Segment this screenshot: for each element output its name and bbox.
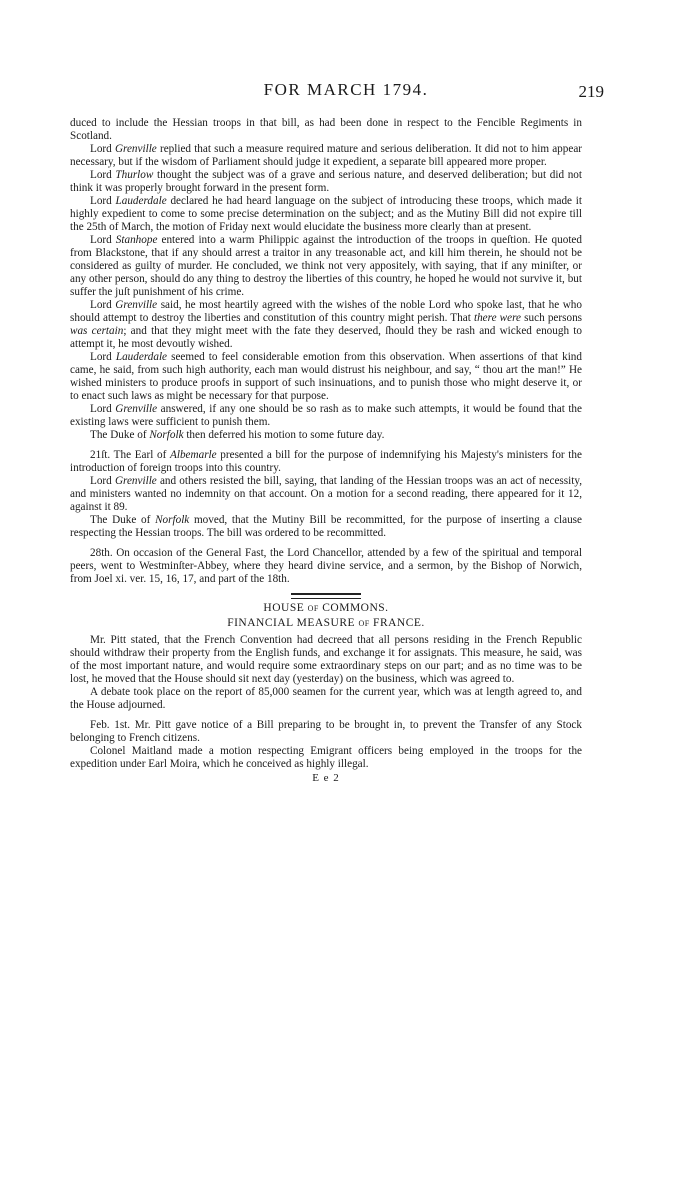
text-run: Feb. 1st. Mr. Pitt gave notice of a Bill preparing to be brought in, to prevent the Transfer of any Stock belonging to French citizens. [70,719,582,744]
paragraph [70,429,582,442]
house-heading [70,602,582,615]
house-heading-small: OF [307,604,319,613]
paragraph [70,169,582,195]
text-run: Lord [90,475,115,487]
paragraph [70,195,582,234]
house-heading-rest: COMMONS. [322,602,389,614]
italic-name: Thurlow [115,169,154,181]
text-run: Lord [90,195,116,207]
commons-section [70,634,582,771]
paragraph [70,475,582,514]
body-text [70,117,582,785]
text-run: entered into a warm Philippic against the introduction of the troops in queſtion. He quoted from Blackstone, that if any should arrest a traitor in any treasonable act, and kill him therein, he should not be considered as guilty of murder. He concluded, we think not very appositely, with saying, that if any miniſter, or any other person, should do any thing to destroy the liberties of this country, he hoped he would not survive it, but suffer the juſt punishment of his crime. [70,234,582,298]
signature-mark: E e 2 [312,772,340,784]
text-run: duced to include the Hessian troops in that bill, as had been done in respect to the Fencible Regiments in Scotland. [70,117,582,142]
italic-name: Albemarle [170,449,217,461]
italic-name: Stanhope [115,234,158,246]
text-run: Colonel Maitland made a motion respecting Emigrant officers being employed in the troops for the expedition under Earl Moira, which he conceived as highly illegal. [70,745,582,770]
text-run: Lord [90,234,116,246]
italic-name: Grenville [115,403,158,415]
text-run: Lord [90,299,116,311]
text-run: declared he had heard language on the subject of introducing these troops, which made it highly expedient to come to some precise determination on the subject; and as the Mutiny Bill did not expire till the 25th of March, the motion of Friday next would elucidate the business more clearly than at present. [70,195,582,233]
paragraph [70,514,582,540]
text-run: moved, that the Mutiny Bill be recommitted, for the purpose of inserting a clause respecting the Hessian troops. The bill was ordered to be recommitted. [70,514,582,539]
italic-name: Lauderdale [115,351,168,363]
text-run: Lord [90,351,116,363]
running-head: FOR MARCH 1794. [263,80,429,99]
text-run: replied that such a measure required mature and serious deliberation. It did not to him appear necessary, but if the wisdom of Parliament should judge it expedient, a separate bill appeared more proper. [70,143,583,168]
text-run: such persons [521,312,583,324]
page-header [0,80,692,106]
paragraph [70,299,582,351]
text-run: seemed to feel considerable emotion from this observation. When assertions of that kind came, he said, from such high authority, each man would distrust his neighbour, and say, “ thou art the man!” He wished ministers to produce proofs in support of such insinuations, and to punish those who might deserve it, or to enact such laws as might be necessary for that purpose. [70,351,582,402]
paragraph [70,449,582,475]
paragraph [70,403,582,429]
paragraph [70,143,582,169]
section-divider [291,593,361,599]
paragraph [70,686,582,712]
page-number: 219 [578,82,604,101]
paragraph [70,745,582,771]
text-run: then deferred his motion to some future day. [183,429,385,441]
text-run: 28th. On occasion of the General Fast, the Lord Chancellor, attended by a few of the spiritual and temporal peers, went to Westminſter-Abbey, where they heard divine service, and a sermon, by the Bishop of Norwich, from Joel xi. ver. 15, 16, 17, and part of the 18th. [70,547,582,585]
house-heading-main: HOUSE [263,602,305,614]
text-run: Lord [90,169,116,181]
italic-name: Grenville [114,143,157,155]
text-run: The Duke of [90,514,156,526]
text-run: and others resisted the bill, saying, that landing of the Hessian troops was an act of necessity, and ministers wanted no indemnity on that account. On a motion for a second reading, there appeared for it 12, against it 89. [70,475,582,513]
paragraph [70,351,582,403]
text-run: The Duke of [90,429,150,441]
text-run: said, he most heartily agreed with the wishes of the noble Lord who spoke last, that he who should attempt to destroy the liberties and constitution of this country might perish. That [70,299,582,324]
paragraph [70,234,582,299]
italic-name: Grenville [115,299,158,311]
text-run: answered, if any one should be so rash as to make such attempts, it would be found that the existing laws were sufficient to punish them. [70,403,582,428]
text-run: A debate took place on the report of 85,000 seamen for the current year, which was at length agreed to, and the House adjourned. [70,686,582,711]
italic-name: there were [473,312,522,324]
text-run: Lord [90,403,116,415]
italic-name: Lauderdale [115,195,167,207]
paragraph [70,719,582,745]
text-run: 21ſt. The Earl of [90,449,171,461]
italic-name: Norfolk [149,429,184,441]
text-run: Lord [90,143,115,155]
italic-name: Grenville [114,475,157,487]
text-run: presented a bill for the purpose of indemnifying his Majesty's ministers for the introduction of foreign troops into this country. [70,449,582,474]
text-run: Mr. Pitt stated, that the French Convention had decreed that all persons residing in the French Republic should withdraw their property from the English funds, and exchange it for assignats. This measure, he said, was of the most important nature, and would require some extraordinary steps on our part; and as no time was to be lost, he moved that the House should sit next day (yesterday) on the business, which was agreed to. [70,634,582,685]
paragraph [70,634,582,686]
text-run: thought the subject was of a grave and serious nature, and deserved deliberation; but did not think it was properly brought forward in the present form. [70,169,582,194]
sub-heading-small: OF [358,619,370,628]
paragraph [70,547,582,586]
sub-heading-rest: FRANCE. [373,617,425,629]
italic-name: Norfolk [155,514,190,526]
text-run: ; and that they might meet with the fate they deserved, ſhould they be rash and wicked enough to attempt it, he most devoutly wished. [70,325,582,350]
sub-heading-main: FINANCIAL MEASURE [227,617,356,629]
sub-heading [70,617,582,630]
paragraph [70,117,582,143]
lords-section [70,117,582,586]
italic-name: was certain [70,325,124,337]
